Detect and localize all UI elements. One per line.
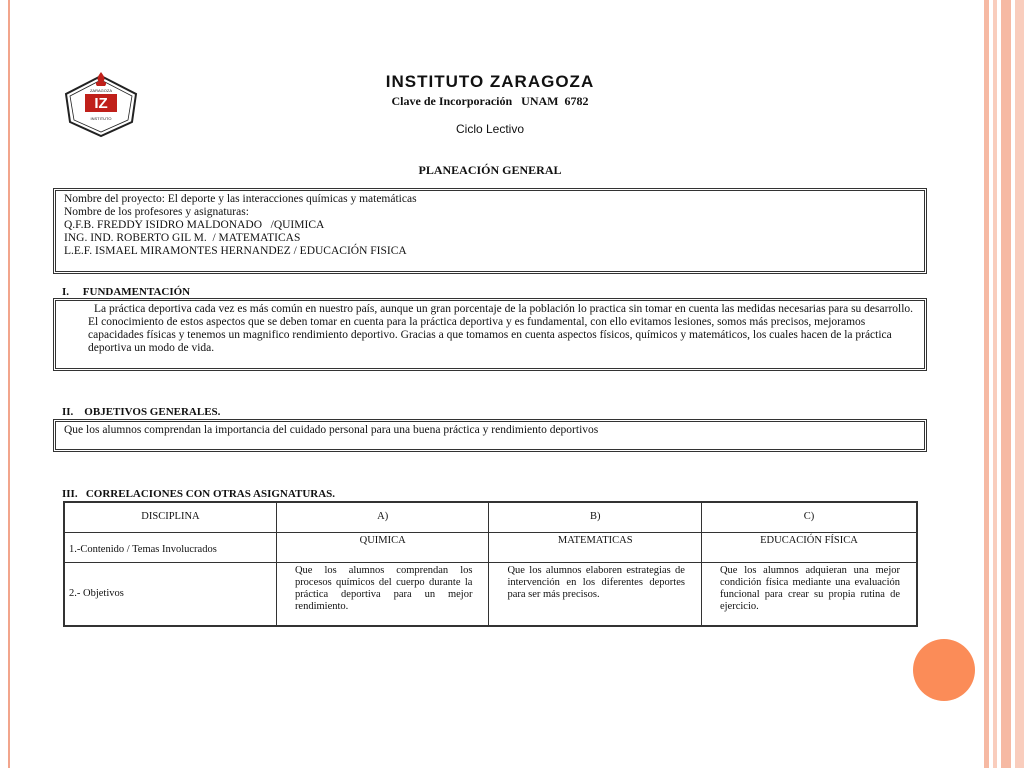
cell-objetivo-matematicas: [489, 562, 702, 626]
cell-matematicas: MATEMATICAS: [489, 532, 702, 562]
cell-educacion-fisica: EDUCACIÓN FÍSICA: [701, 532, 917, 562]
header-c: C): [701, 502, 917, 532]
fundamentacion-paragraph-2: El conocimiento de estos aspectos que se deben tomar en cuenta para la práctica deportiva y es fundamental, con ello evitamos lesiones, somos más precisos, mejoramos capacidades físicas y tenemos un magnifico rendimiento deportivo. Gracias a que tomamos en cuenta aspectos físicos, químicos y matemáticos, los cuales hacen de la práctica deportiva un modo de vida.: [88, 316, 892, 354]
objetivos-box: [53, 419, 927, 452]
left-decorative-rule: [8, 0, 10, 768]
header-a: A): [276, 502, 489, 532]
teachers-heading-line: Nombre de los profesores y asignaturas:: [64, 206, 249, 218]
objetivo-matematicas-text: Que los alumnos elaboren estrategias de intervención en los diferentes deportes para ser más precisos.: [507, 564, 685, 600]
logo-text-bottom: INSTITUTO: [90, 116, 112, 121]
school-cycle: Ciclo Lectivo: [455, 122, 525, 136]
fundamentacion-paragraph-1: La práctica deportiva cada vez es más común en nuestro país, aunque un gran porcentaje de la población lo practica sin tomar en cuenta las medidas necesarias para su desarrollo.: [94, 303, 914, 315]
cell-quimica: QUIMICA: [276, 532, 489, 562]
objetivo-quimica-text: Que los alumnos comprendan los procesos químicos del cuerpo durante la práctica deportiva para un mejor rendimiento.: [294, 564, 473, 612]
table-header-row: [64, 502, 917, 532]
project-info-box: [53, 188, 927, 274]
incorporation-code: Clave de Incorporación UNAM 6782: [391, 94, 589, 108]
teacher-line-quimica: Q.F.B. FREDDY ISIDRO MALDONADO /QUIMICA: [64, 219, 325, 231]
project-name-line: Nombre del proyecto: El deporte y las interacciones químicas y matemáticas: [64, 193, 417, 205]
cell-objetivo-quimica: [276, 562, 489, 626]
row-label-objetivos: 2.- Objetivos: [64, 562, 276, 626]
objetivos-text: Que los alumnos comprendan la importancia del cuidado personal para una buena práctica y rendimiento deportivos: [64, 424, 599, 436]
logo-monogram: IZ: [94, 95, 108, 112]
logo-text-top: ZARAGOZA: [89, 88, 113, 93]
header-disciplina: DISCIPLINA: [64, 502, 276, 532]
teacher-line-matematicas: ING. IND. ROBERTO GIL M. / MATEMATICAS: [64, 232, 301, 244]
fundamentacion-heading: I. FUNDAMENTACIÓN: [62, 286, 191, 298]
decorative-orange-circle: [913, 639, 975, 701]
row-label-contenido: 1.-Contenido / Temas Involucrados: [64, 532, 276, 562]
header-b: B): [489, 502, 702, 532]
table-row: [64, 562, 917, 626]
table-row: [64, 532, 917, 562]
right-decorative-bars: [984, 0, 1024, 768]
objetivos-heading: II. OBJETIVOS GENERALES.: [62, 406, 221, 418]
cell-objetivo-educacion-fisica: [701, 562, 917, 626]
objetivo-educacion-fisica-text: Que los alumnos adquieran una mejor condición física mediante una evaluación funcional para crear su propia rutina de ejercicio.: [719, 564, 900, 612]
correlaciones-heading: III. CORRELACIONES CON OTRAS ASIGNATURAS.: [62, 488, 336, 500]
correlaciones-table: [63, 501, 918, 627]
teacher-line-educacion-fisica: L.E.F. ISMAEL MIRAMONTES HERNANDEZ / EDUCACIÓN FISICA: [64, 245, 407, 257]
document-title: PLANEACIÓN GENERAL: [418, 163, 562, 177]
institution-name: INSTITUTO ZARAGOZA: [385, 72, 595, 91]
fundamentacion-box: [53, 298, 927, 371]
institution-logo: [60, 70, 142, 140]
